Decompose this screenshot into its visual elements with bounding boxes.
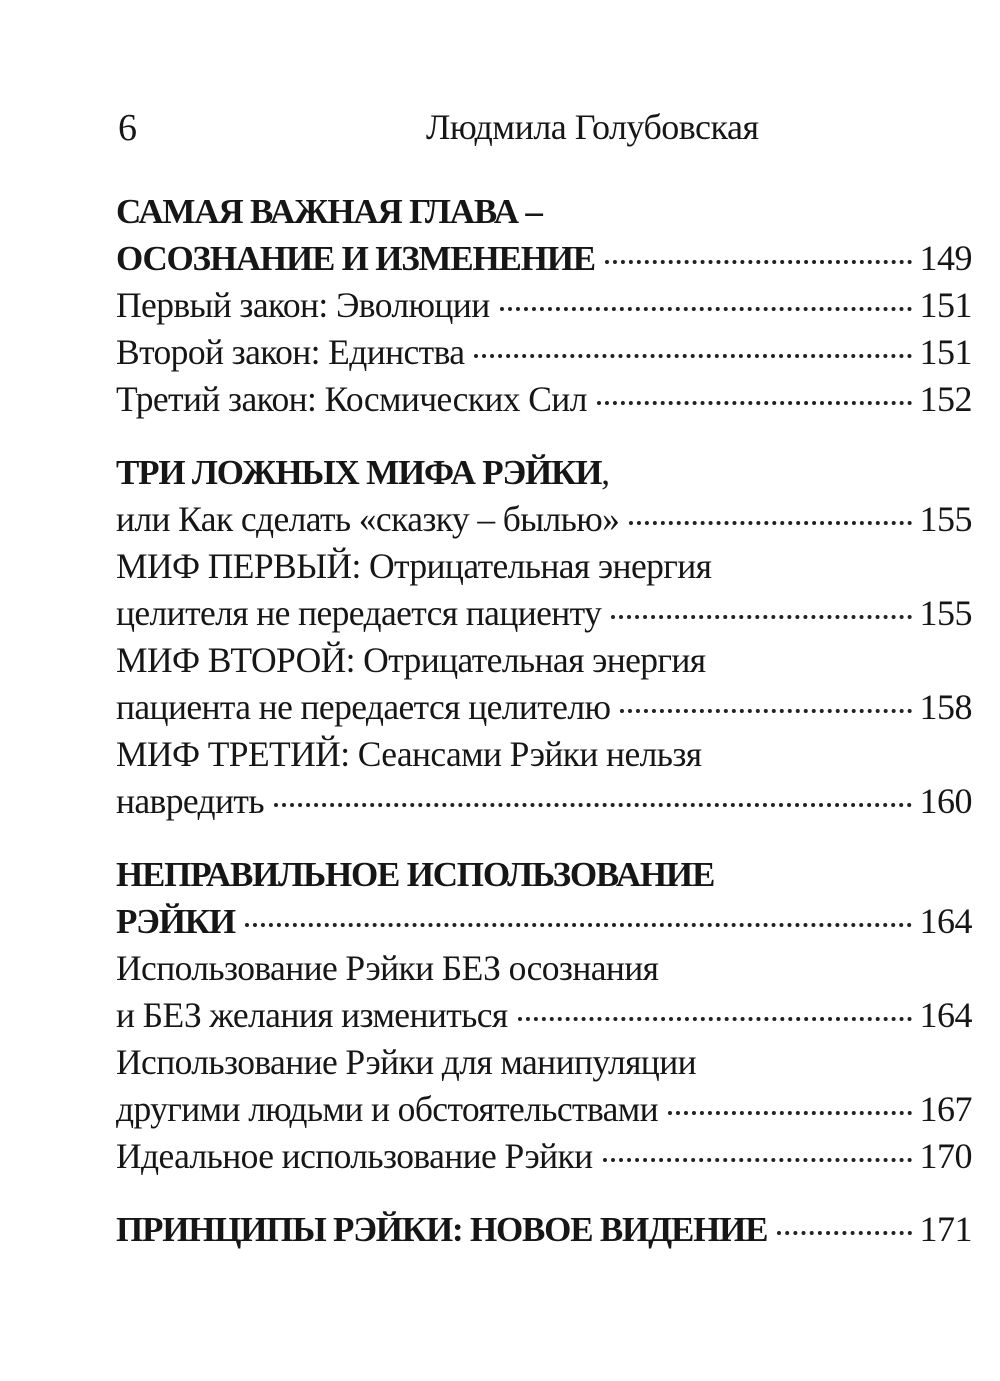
- toc-chapter-title-line: [116, 449, 972, 496]
- toc-page-number: 158: [919, 687, 972, 727]
- dot-leader: [500, 303, 912, 311]
- toc-entry-text: МИФ ПЕРВЫЙ: Отрицательная энергия: [116, 546, 712, 586]
- toc-entry-line: [116, 731, 972, 778]
- toc-entry-line: [116, 637, 972, 684]
- toc-entry-punctuation: ,: [601, 453, 609, 492]
- toc-page-number: 170: [919, 1136, 972, 1176]
- toc-entry-line[interactable]: [116, 496, 972, 543]
- dot-leader: [620, 705, 911, 713]
- toc-page-number: 155: [919, 593, 972, 633]
- toc-entry-text: Второй закон: Единства: [116, 332, 465, 372]
- toc-chapter-title-line: [116, 851, 972, 898]
- dot-leader: [611, 611, 911, 619]
- toc-entry-text: МИФ ТРЕТИЙ: Сеансами Рэйки нельзя: [116, 734, 702, 774]
- toc-page-number: 167: [919, 1089, 972, 1129]
- toc-entry-text: ОСОЗНАНИЕ И ИЗМЕНЕНИЕ: [116, 239, 595, 278]
- toc-entry-line: [116, 1039, 972, 1086]
- toc-entry-line[interactable]: [116, 684, 972, 731]
- toc-entry-line[interactable]: [116, 778, 972, 825]
- toc-entry-line[interactable]: [116, 376, 972, 423]
- toc-entry-line[interactable]: [116, 590, 972, 637]
- toc-entry-text: Использование Рэйки для манипуляции: [116, 1042, 696, 1082]
- dot-leader: [605, 256, 912, 264]
- toc-entry-text: РЭЙКИ: [116, 902, 235, 941]
- toc-section-principy-reyki: [116, 1206, 972, 1253]
- dot-leader: [629, 517, 911, 525]
- toc-entry-text: навредить: [116, 781, 264, 821]
- toc-page-number: 164: [919, 995, 972, 1035]
- dot-leader: [245, 919, 912, 927]
- running-head-author: Людмила Голубовская: [426, 107, 759, 147]
- page-number: 6: [118, 107, 137, 149]
- toc-entry-text: САМАЯ ВАЖНАЯ ГЛАВА –: [116, 192, 542, 231]
- toc-entry-line[interactable]: [116, 329, 972, 376]
- toc-entry-text: Идеальное использование Рэйки: [116, 1136, 593, 1176]
- toc-section-tri-lozhnyh-mifa: [116, 449, 972, 825]
- toc-entry-line: [116, 543, 972, 590]
- section-gap: [116, 1180, 972, 1206]
- toc-entry-line[interactable]: [116, 992, 972, 1039]
- toc-entry-text: другими людьми и обстоятельствами: [116, 1089, 659, 1129]
- dot-leader: [603, 1154, 912, 1162]
- toc-entry-text: Третий закон: Космических Сил: [116, 379, 587, 419]
- toc-chapter-title-line: [116, 188, 972, 235]
- toc-entry-text: пациента не передается целителю: [116, 687, 611, 727]
- toc-entry-text: или Как сделать «сказку – былью»: [116, 499, 620, 539]
- toc-entry-text: целителя не передается пациенту: [116, 593, 602, 633]
- toc-page-number: 171: [919, 1209, 972, 1249]
- toc-entry-line[interactable]: [116, 1086, 972, 1133]
- toc-page-number: 164: [919, 901, 972, 941]
- toc-chapter-title-line[interactable]: [116, 1206, 972, 1253]
- dot-leader: [518, 1013, 912, 1021]
- dot-leader: [777, 1227, 911, 1235]
- toc-entry-line[interactable]: [116, 282, 972, 329]
- toc-entry-text: Первый закон: Эволюции: [116, 285, 490, 325]
- toc-chapter-title-line[interactable]: [116, 898, 972, 945]
- toc-entry-text: Использование Рэйки БЕЗ осознания: [116, 948, 659, 988]
- dot-leader: [274, 799, 912, 807]
- toc-section-nepravilnoe-ispolzovanie: [116, 851, 972, 1180]
- toc-entry-line: [116, 945, 972, 992]
- toc-page-number: 152: [919, 379, 972, 419]
- toc-page-number: 155: [919, 499, 972, 539]
- toc-entry-text: НЕПРАВИЛЬНОЕ ИСПОЛЬЗОВАНИЕ: [116, 855, 715, 894]
- dot-leader: [597, 397, 912, 405]
- dot-leader: [668, 1107, 911, 1115]
- toc-chapter-title-line[interactable]: [116, 235, 972, 282]
- page-header: [116, 100, 976, 160]
- toc-section-samaya-vazhnaya-glava: [116, 188, 972, 423]
- toc-entry-text: и БЕЗ желания измениться: [116, 995, 508, 1035]
- toc-entry-text: ПРИНЦИПЫ РЭЙКИ: НОВОЕ ВИДЕНИЕ: [116, 1210, 768, 1249]
- section-gap: [116, 825, 972, 851]
- toc-page-number: 149: [919, 238, 972, 278]
- dot-leader: [474, 350, 911, 358]
- table-of-contents: [116, 188, 972, 1253]
- toc-page-number: 151: [919, 285, 972, 325]
- toc-entry-text: ТРИ ЛОЖНЫХ МИФА РЭЙКИ: [116, 453, 602, 492]
- toc-page-number: 160: [919, 781, 972, 821]
- toc-entry-text: МИФ ВТОРОЙ: Отрицательная энергия: [116, 640, 706, 680]
- toc-page-number: 151: [919, 332, 972, 372]
- toc-entry-line[interactable]: [116, 1133, 972, 1180]
- section-gap: [116, 423, 972, 449]
